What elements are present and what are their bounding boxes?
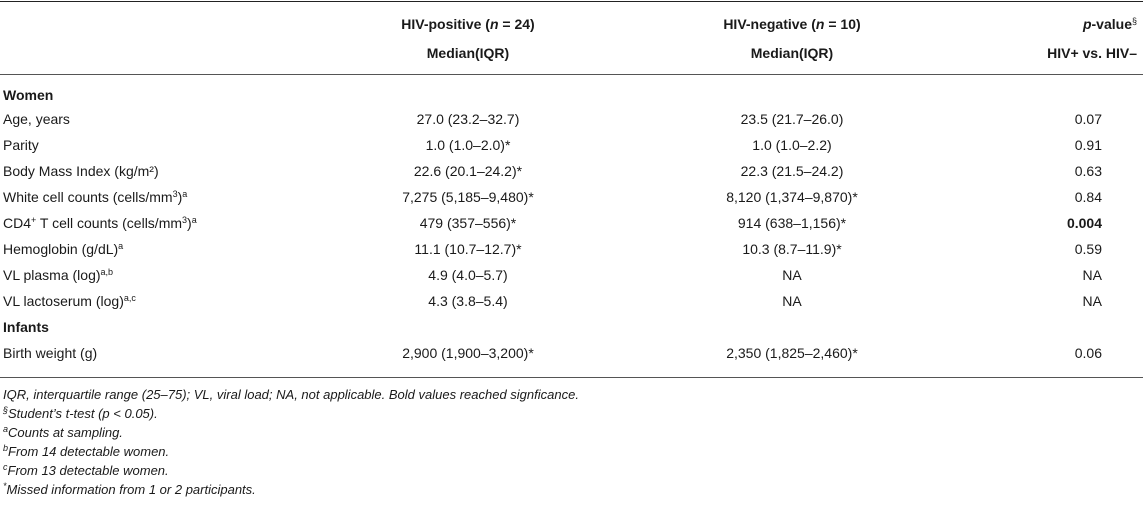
table-top-rule [0,1,1143,2]
row-p-value-significant: 0.004 [1066,215,1102,231]
row-hiv-pos-value: 7,275 (5,185–9,480)* [402,189,534,205]
row-hiv-pos-value: 27.0 (23.2–32.7) [416,111,520,127]
footnote: *Missed information from 1 or 2 participants. [3,481,256,497]
footnote: $^b$From 14 detectable women. [3,443,170,459]
row-hiv-neg-value: 23.5 (21.7–26.0) [740,111,844,127]
row-p-value: NA [1082,267,1102,283]
row-p-value: 0.63 [1074,163,1102,179]
row-label: Body Mass Index (kg/m²) [3,163,159,179]
row-hiv-pos-value: 2,900 (1,900–3,200)* [402,345,534,361]
header-p-value: p-value§ [1082,16,1137,32]
row-label: Age, years [3,111,70,127]
row-hiv-neg-value: NA [782,267,802,283]
row-hiv-neg-value: 22.3 (21.5–24.2) [740,163,844,179]
footnote: §Student’s t-test (p < 0.05). [3,405,158,421]
footnote: IQR, interquartile range (25–75); VL, viral load; NA, not applicable. Bold values reached signficance. [3,387,579,402]
row-hiv-pos-value: 22.6 (20.1–24.2)* [413,163,523,179]
row-label: VL lactoserum $(\log)^{a,c}$ [3,293,136,309]
row-hiv-pos-value: 1.0 (1.0–2.0)* [425,137,511,153]
row-hiv-neg-value: 2,350 (1,825–2,460)* [726,345,858,361]
row-label: Parity [3,137,39,153]
row-label: White cell counts $(cells/mm^3)^a$ [3,189,188,205]
row-p-value: 0.84 [1074,189,1102,205]
header-hiv-negative-sub: Median(IQR) [750,45,834,61]
row-hiv-pos-value: 4.9 (4.0–5.7) [428,267,508,283]
row-hiv-neg-value: 10.3 (8.7–11.9)* [742,241,842,257]
header-hiv-negative: HIV-negative (n = 10) [723,16,861,32]
footnote: $^c$From 13 detectable women. [3,462,169,478]
header-rule [0,74,1143,75]
row-p-value: 0.59 [1074,241,1102,257]
header-p-value-sub: HIV+ vs. HIV– [1047,45,1137,61]
row-label: Birth weight (g) [3,345,98,361]
row-p-value: 0.07 [1074,111,1102,127]
row-label: CD4+ T cell counts $(cells/mm^3)^a$ [3,215,197,231]
table-bottom-rule [0,377,1143,378]
row-hiv-pos-value: 479 (357–556)* [419,215,517,231]
footnote: $^a$Counts at sampling. [3,424,123,440]
row-p-value: 0.06 [1074,345,1102,361]
row-hiv-pos-value: 11.1 (10.7–12.7)* [414,241,522,257]
row-label: VL plasma $(\log)^{a,b}$ [3,267,114,283]
row-p-value: NA [1082,293,1102,309]
section-women: Women [3,87,54,103]
row-hiv-neg-value: 1.0 (1.0–2.2) [752,137,832,153]
row-hiv-pos-value: 4.3 (3.8–5.4) [428,293,508,309]
row-hiv-neg-value: 8,120 (1,374–9,870)* [726,189,858,205]
row-hiv-neg-value: 914 (638–1,156)* [737,215,847,231]
section-infants: Infants [3,319,49,335]
row-hiv-neg-value: NA [782,293,802,309]
row-label: Hemoglobin $(g/dL)^a$ [3,241,124,257]
header-hiv-positive-sub: Median(IQR) [426,45,510,61]
header-hiv-positive: HIV-positive (n = 24) [401,16,535,32]
row-p-value: 0.91 [1074,137,1102,153]
